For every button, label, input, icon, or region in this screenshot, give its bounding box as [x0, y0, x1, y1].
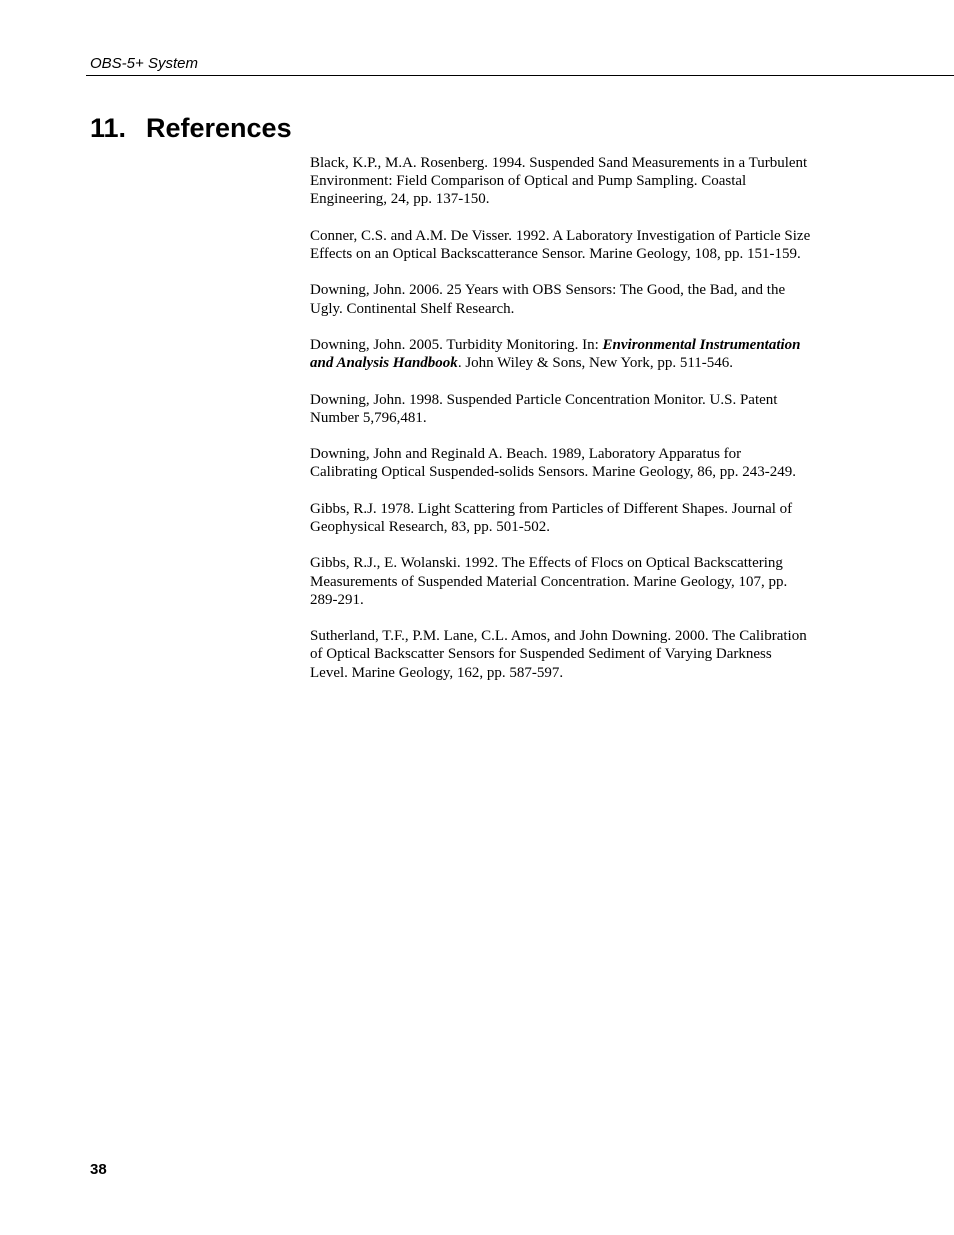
chapter-title-text: References [146, 113, 292, 143]
chapter-title [90, 110, 292, 146]
reference-item: Conner, C.S. and A.M. De Visser. 1992. A Laboratory Investigation of Particle Size Effects on an Optical Backscatterance Sensor. Marine Geology, 108, pp. 151-159. [310, 227, 811, 262]
reference-item: Black, K.P., M.A. Rosenberg. 1994. Suspended Sand Measurements in a Turbulent Environment: Field Comparison of Optical and Pump Sampling. Coastal Engineering, 24, pp. 137-150. [310, 155, 808, 208]
reference-text: Downing, John. 2005. Turbidity Monitoring. In: [310, 336, 603, 353]
reference-item: Gibbs, R.J., E. Wolanski. 1992. The Effects of Flocs on Optical Backscattering Measurements of Suspended Material Concentration. Marine Geology, 107, pp. 289-291. [310, 555, 788, 608]
chapter-number: 11. [90, 113, 127, 143]
reference-item: Downing, John. 1998. Suspended Particle Concentration Monitor. U.S. Patent Number 5,796,481. [310, 391, 778, 426]
reference-list [310, 154, 812, 700]
page-number: 38 [90, 1161, 107, 1178]
running-header: OBS-5+ System [90, 55, 198, 72]
book-title: Environmental Instrumentation and Analysis Handbook [310, 336, 801, 372]
reference-item: Gibbs, R.J. 1978. Light Scattering from Particles of Different Shapes. Journal of Geophysical Research, 83, pp. 501-502. [310, 500, 793, 535]
reference-item: Downing, John and Reginald A. Beach. 1989, Laboratory Apparatus for Calibrating Optical Suspended-solids Sensors. Marine Geology, 86, pp. 243-249. [310, 446, 797, 481]
reference-item: Sutherland, T.F., P.M. Lane, C.L. Amos, and John Downing. 2000. The Calibration of Optical Backscatter Sensors for Suspended Sediment of Varying Darkness Level. Marine Geology, 162, pp. 587-597. [310, 628, 807, 681]
reference-item: Downing, John. 2006. 25 Years with OBS Sensors: The Good, the Bad, and the Ugly. Continental Shelf Research. [310, 282, 786, 317]
reference-item [310, 336, 812, 372]
header-rule [86, 75, 954, 76]
reference-text: . John Wiley & Sons, New York, pp. 511-546. [457, 355, 734, 372]
